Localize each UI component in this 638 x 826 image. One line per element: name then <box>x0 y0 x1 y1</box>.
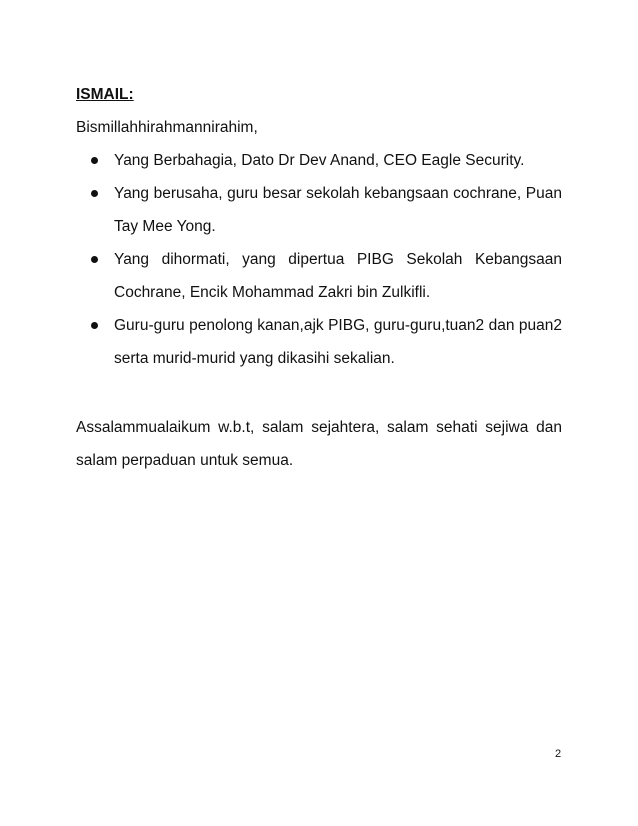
bullet-icon <box>91 256 98 263</box>
greeting-paragraph: Assalammualaikum w.b.t, salam sejahtera, salam sehati sejiwa dan salam perpaduan untuk semua. <box>76 419 562 469</box>
list-item <box>76 177 562 243</box>
salutation-text: Yang Berbahagia, Dato Dr Dev Anand, CEO Eagle Security. <box>114 152 525 169</box>
bullet-icon <box>91 190 98 197</box>
bullet-icon <box>91 322 98 329</box>
salutation-list <box>76 144 562 375</box>
list-item <box>76 144 562 177</box>
paragraph-spacer <box>76 375 562 411</box>
opening-line: Bismillahhirahmannirahim, <box>76 119 258 136</box>
bullet-icon <box>91 157 98 164</box>
page-number: 2 <box>554 748 562 760</box>
salutation-text: Yang dihormati, yang dipertua PIBG Sekolah Kebangsaan Cochrane, Encik Mohammad Zakri bin Zulkifli. <box>114 251 562 301</box>
speaker-heading: ISMAIL: <box>76 86 134 103</box>
salutation-text: Guru-guru penolong kanan,ajk PIBG, guru-guru,tuan2 dan puan2 serta murid-murid yang dikasihi sekalian. <box>114 317 562 367</box>
speech-body <box>76 78 562 477</box>
list-item <box>76 243 562 309</box>
salutation-text: Yang berusaha, guru besar sekolah kebangsaan cochrane, Puan Tay Mee Yong. <box>114 185 562 235</box>
list-item <box>76 309 562 375</box>
